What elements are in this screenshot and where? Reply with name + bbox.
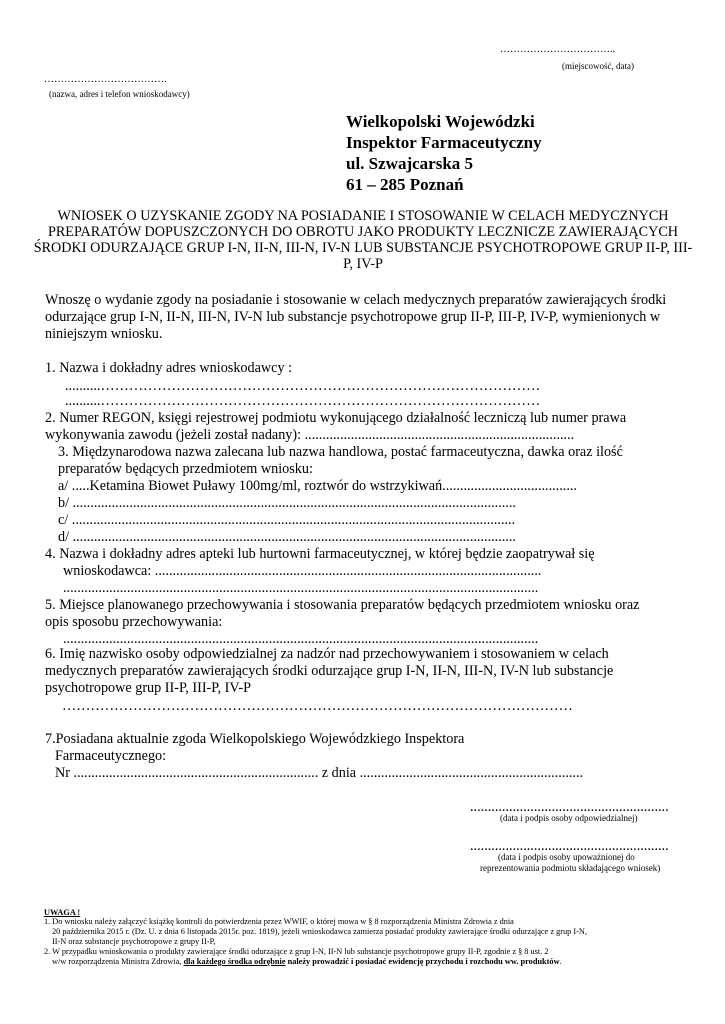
- applicant-label: (nazwa, adres i telefon wnioskodawcy): [49, 89, 190, 99]
- note-1-line-1: 1. Do wniosku należy załączyć książkę kontroli do potwierdzenia przez WWIF, o której mowa w § 8 rozporządzenia Ministra Zdrowia z dnia: [44, 917, 514, 926]
- note-1-line-3: II-N oraz substancje psychotropowe z grupy II-P,: [52, 937, 216, 946]
- signature-2-label-1: (data i podpis osoby upoważnionej do: [498, 852, 635, 862]
- item-5-line-3[interactable]: ......................................................................................................................................: [63, 631, 539, 647]
- place-date-label: (miejscowość, data): [562, 61, 634, 71]
- item-6-line-4[interactable]: ………………………………………………………………………………………………: [62, 698, 573, 714]
- item-2-line-1: 2. Numer REGON, księgi rejestrowej podmiotu wykonującego działalność leczniczą lub numer prawa: [45, 410, 627, 426]
- item-4-line-1: 4. Nazwa i dokładny adres apteki lub hurtowni farmaceutycznej, w której będzie zaopatrywał się: [45, 546, 595, 562]
- note-2-line-2: [52, 957, 562, 967]
- item-7-line-1: 7.Posiadana aktualnie zgoda Wielkopolskiego Wojewódzkiego Inspektora: [45, 731, 465, 747]
- signature-1-dots[interactable]: ........................................................: [470, 799, 669, 815]
- item-5-line-1: 5. Miejsce planowanego przechowywania i stosowania preparatów będących przedmiotem wniosku oraz: [45, 597, 640, 613]
- note-2-text-c: należy prowadzić i posiadać ewidencję przychodu i rozchodu ww. produktów: [285, 957, 560, 966]
- item-3-b[interactable]: b/ .............................................................................................................................: [58, 495, 516, 511]
- item-6-line-1: 6. Imię nazwisko osoby odpowiedzialnej za nadzór nad przechowywaniem i stosowaniem w celach: [45, 646, 609, 662]
- item-5-line-2: opis sposobu przechowywania:: [45, 614, 223, 630]
- item-3-line-1: 3. Międzynarodowa nazwa zalecana lub nazwa handlowa, postać farmaceutyczna, dawka oraz ilość: [58, 444, 623, 460]
- recipient-line-4: 61 – 285 Poznań: [346, 175, 464, 194]
- place-date-dots: ……………………………..: [500, 44, 615, 55]
- note-2-text-d: .: [559, 957, 562, 966]
- item-2-line-2[interactable]: wykonywania zawodu (jeżeli został nadany): ............................................................................: [45, 427, 575, 443]
- note-1-line-2: 20 października 2015 r. (Dz. U. z dnia 6 listopada 2015r. poz. 1819), jeżeli wnioskodawca zamierza posiadać produkty zawierające środki odurzające z grup I-N,: [52, 927, 587, 936]
- item-3-a[interactable]: a/ .....Ketamina Biowet Puławy 100mg/ml, roztwór do wstrzykiwań......................................: [58, 478, 577, 494]
- item-7-line-2: Farmaceutycznego:: [55, 748, 167, 764]
- note-2-emphasis: dla każdego środka odrębnie: [183, 957, 286, 966]
- signature-1-label: (data i podpis osoby odpowiedzialnej): [500, 813, 638, 823]
- recipient-address: [346, 111, 542, 195]
- recipient-line-1: Wielkopolski Wojewódzki: [346, 112, 535, 131]
- signature-2-label-2: reprezentowania podmiotu składającego wniosek): [480, 863, 661, 873]
- note-2-text-a: w/w rozporządzenia Ministra Zdrowia,: [52, 957, 184, 966]
- item-1-label: 1. Nazwa i dokładny adres wnioskodawcy :: [45, 360, 293, 376]
- note-2-line-1: 2. W przypadku wnioskowania o produkty zawierające środki odurzające z grup I-N, II-N lub substancje psychotropowe grupy II-P, zgodnie z § 8 ust. 2: [44, 947, 549, 956]
- item-4-line-3[interactable]: ......................................................................................................................................: [63, 580, 539, 596]
- signature-2-dots[interactable]: ........................................................: [470, 838, 669, 854]
- item-7-line-3[interactable]: Nr ..................................................................... z dnia ...............................................................: [55, 765, 584, 781]
- intro-paragraph: Wnoszę o wydanie zgody na posiadanie i stosowanie w celach medycznych preparatów zawierających środki odurzające grup I-N, II-N, III-N, IV-N lub substancje psychotropowe grup II-P, III-P, IV-P, wymienionych w niniejszym wniosku.: [45, 292, 667, 342]
- recipient-line-3: ul. Szwajcarska 5: [346, 154, 474, 173]
- item-1-line-1[interactable]: ..........…………………………………………………………………………………: [65, 378, 541, 394]
- item-6-line-3: psychotropowe grup II-P, III-P, IV-P: [45, 680, 251, 696]
- document-title: WNIOSEK O UZYSKANIE ZGODY NA POSIADANIE I STOSOWANIE W CELACH MEDYCZNYCH PREPARATÓW DOPUSZCZONYCH DO OBROTU JAKO PRODUKTY LECZNICZE ZAWIERAJĄCYCH ŚRODKI ODURZAJĄCE GRUP I-N, II-N, III-N, IV-N LUB SUBSTANCJE PSYCHOTROPOWE GRUP II-P, III-P, IV-P: [33, 208, 693, 272]
- recipient-line-2: Inspektor Farmaceutyczny: [346, 133, 542, 152]
- notes-heading: UWAGA !: [44, 908, 81, 917]
- item-4-line-2[interactable]: wnioskodawca: .............................................................................................................: [63, 563, 542, 579]
- applicant-dots: ……………………………….: [44, 74, 167, 85]
- item-3-d[interactable]: d/ .............................................................................................................................: [58, 529, 516, 545]
- item-1-line-2[interactable]: ..........…………………………………………………………………………………: [65, 393, 541, 409]
- item-6-line-2: medycznych preparatów zawierających środki odurzające grup I-N, II-N, III-N, IV-N lub substancje: [45, 663, 614, 679]
- item-3-c[interactable]: c/ .............................................................................................................................: [58, 512, 516, 528]
- item-3-line-2: preparatów będących przedmiotem wniosku:: [58, 461, 313, 477]
